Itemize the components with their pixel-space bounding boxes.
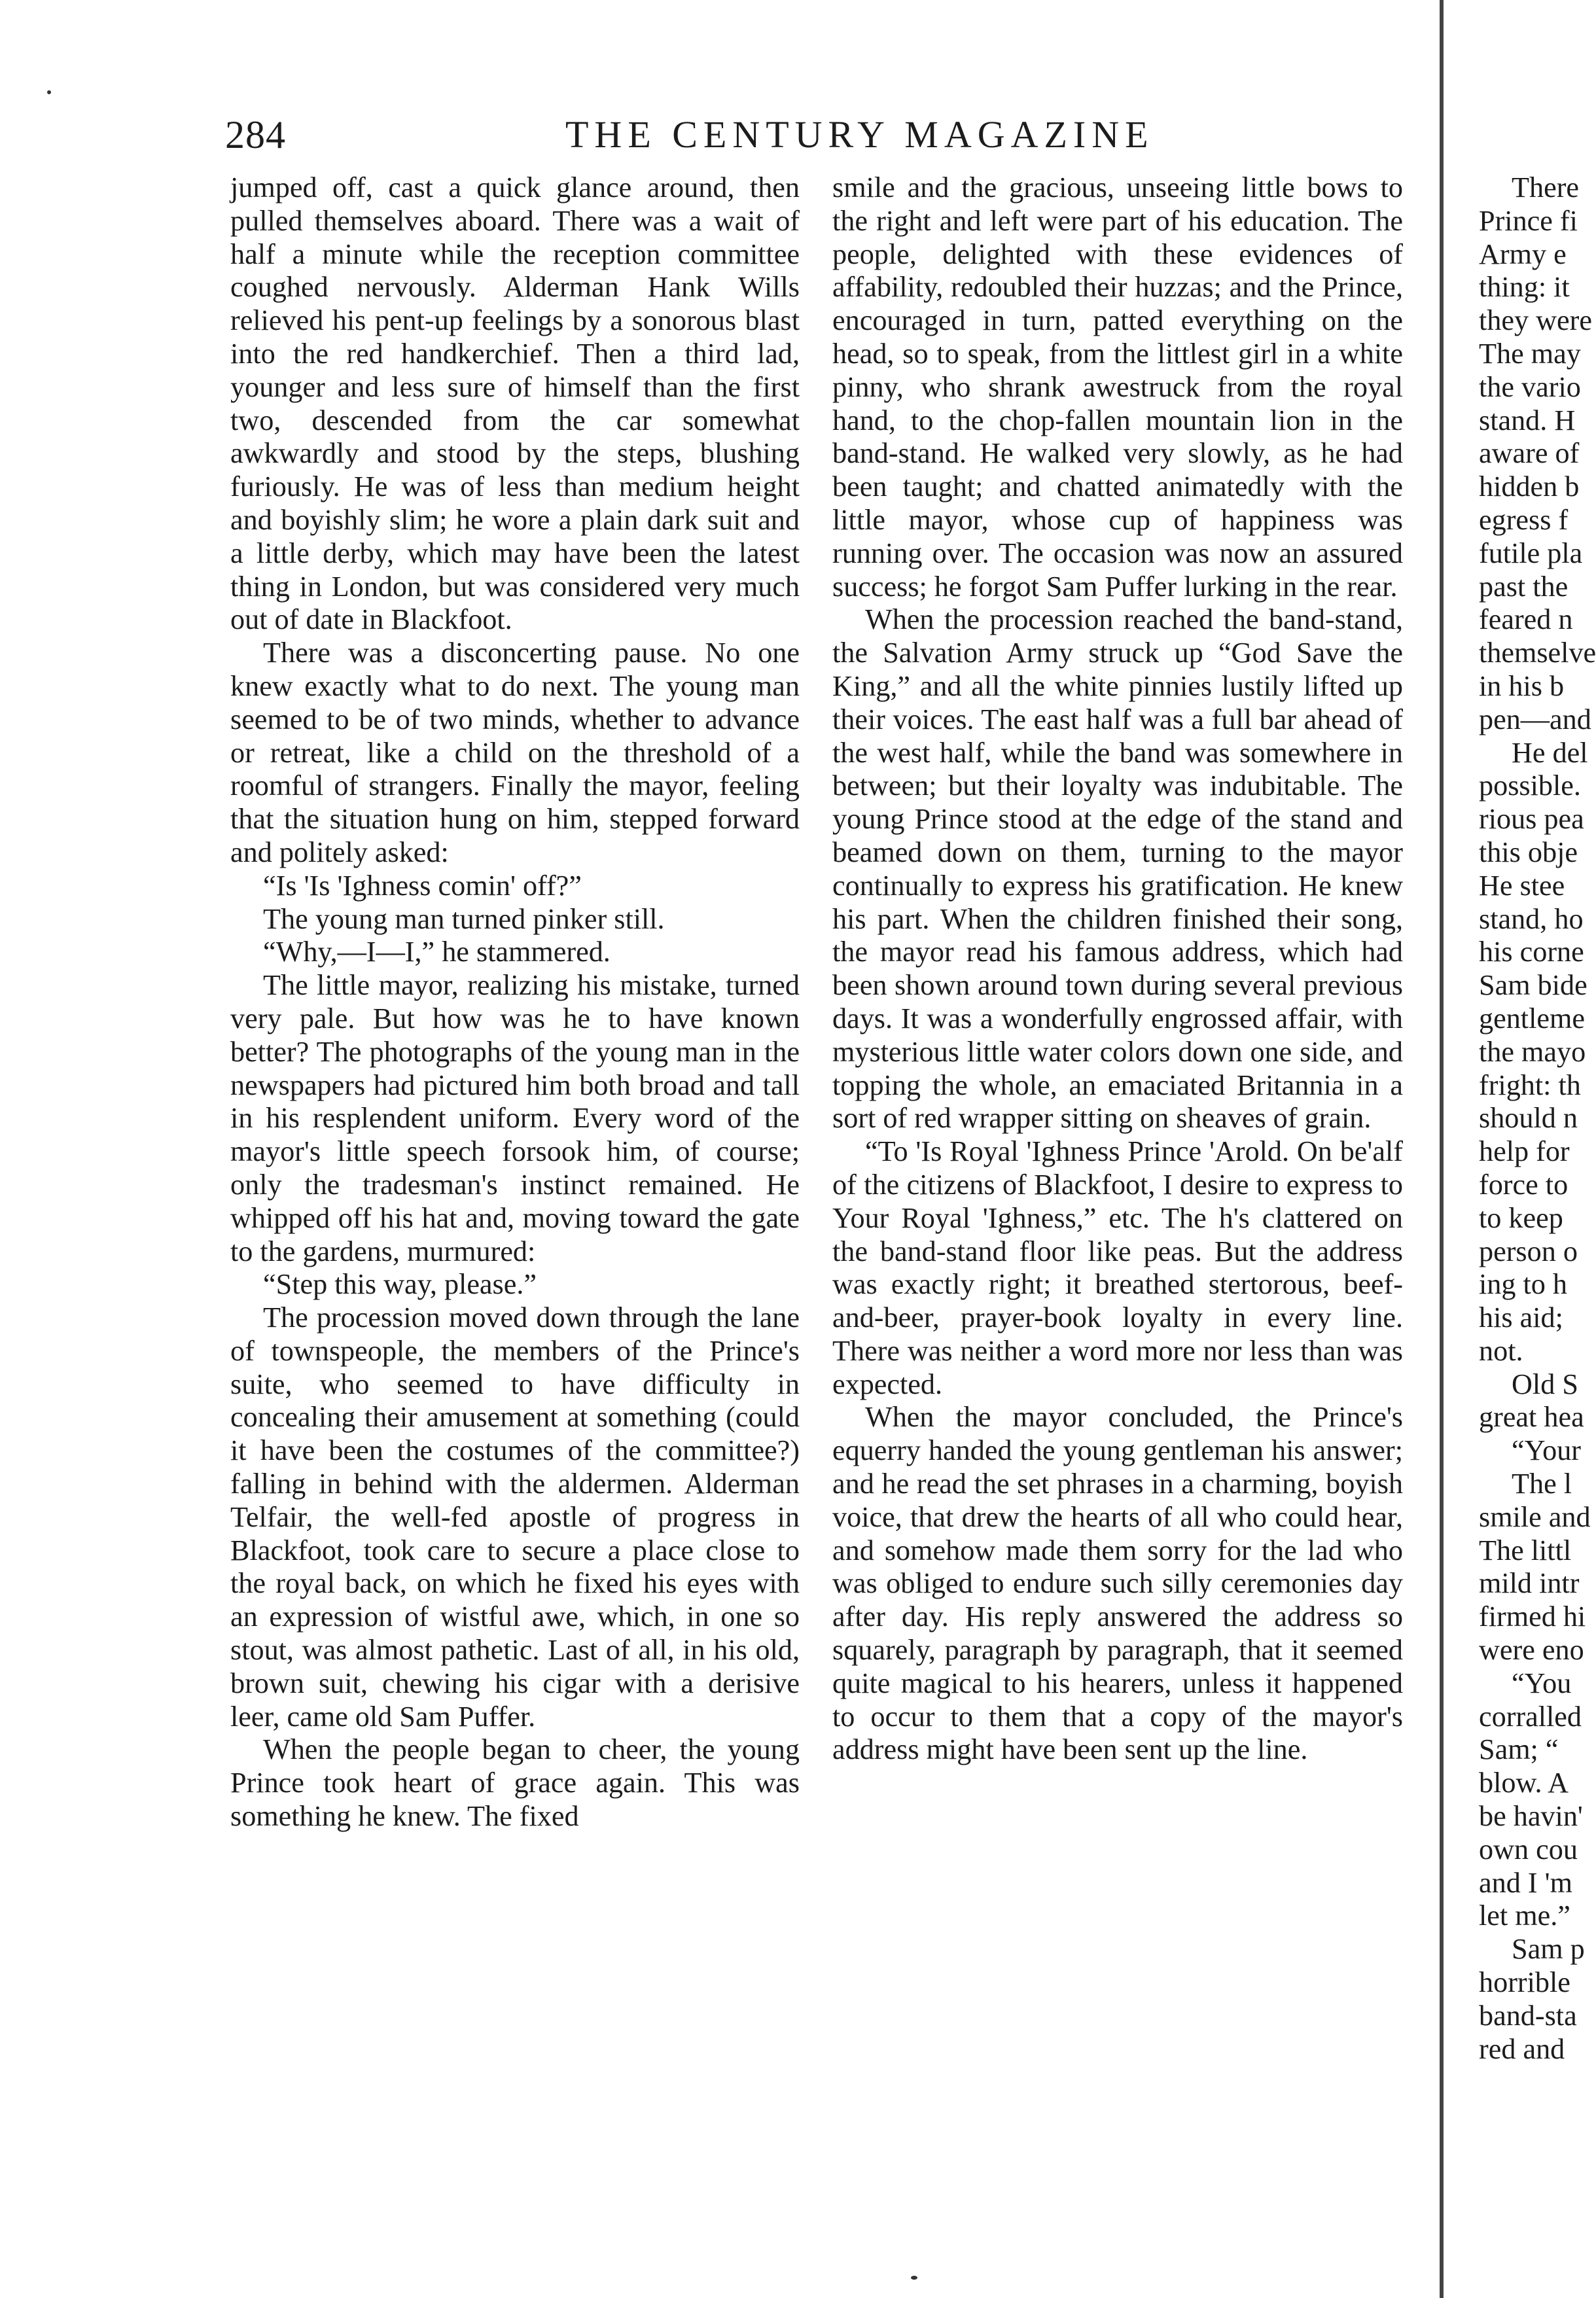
page-header <box>225 105 1468 164</box>
text-fragment: were eno <box>1479 1634 1584 1667</box>
text-fragment: the mayo <box>1479 1035 1586 1068</box>
text-fragment: person o <box>1479 1235 1578 1267</box>
print-speck <box>911 2276 917 2280</box>
text-fragment: feared n <box>1479 603 1573 636</box>
print-speck <box>47 90 51 94</box>
text-fragment: egress f <box>1479 503 1569 536</box>
text-fragment: Old S <box>1512 1368 1578 1400</box>
text-fragment: futile pla <box>1479 537 1583 569</box>
text-fragment: Army e <box>1479 238 1567 270</box>
text-fragment: ing to h <box>1479 1268 1568 1301</box>
text-fragment: gentleme <box>1479 1002 1585 1034</box>
paragraph: The young man turned pinker still. <box>263 902 665 935</box>
paragraph: “Step this way, please.” <box>263 1268 537 1301</box>
text-fragment: Sam bide <box>1479 969 1587 1002</box>
text-fragment: firmed hi <box>1479 1600 1586 1633</box>
paragraph: “Why,—I—I,” he stammered. <box>263 936 611 968</box>
text-fragment: thing: it <box>1479 271 1570 304</box>
text-fragment: and I 'm <box>1479 1866 1572 1899</box>
text-fragment: they were <box>1479 304 1592 337</box>
text-fragment: stand. H <box>1479 404 1576 436</box>
text-column-left <box>230 171 800 1833</box>
paragraph: jumped off, cast a quick glance around, then pulled themselves aboard. There was a wait of half a minute while the reception committee coughed nervously. Alderman Hank Wills relieved his pent-up feelings by a sonorous blast into the red handkerchief. Then a third lad, younger and less sure of himself than the first two, descended from the car somewhat awkwardly and stood by the steps, blushing furiously. He was of less than medium height and boyishly slim; he wore a plain dark suit and a little derby, which may have been the latest thing in London, but was considered very much out of date in Blackfoot. <box>230 171 800 636</box>
paragraph: When the procession reached the band-stand, the Salvation Army struck up “God Save the King,” and all the white pinnies lustily lifted up their voices. The east half was a full bar ahead of the west half, while the band was somewhere in between; but their loyalty was indubitable. The young Prince stood at the edge of the stand and beamed down on them, turning to the mayor continually to express his gratification. He knew his part. When the children finished their song, the mayor read his famous address, which had been shown around town during several previous days. It was a wonderfully engrossed affair, with mysterious little water colors down one side, and topping the whole, an emaciated Britannia in a sort of red wrapper sitting on sheaves of grain. <box>832 603 1403 1135</box>
text-fragment: mild intr <box>1479 1567 1580 1600</box>
text-fragment: smile and <box>1479 1500 1591 1533</box>
text-fragment: The may <box>1479 337 1581 370</box>
text-fragment: Prince fi <box>1479 204 1578 237</box>
text-fragment: The littl <box>1479 1534 1572 1566</box>
text-column-middle <box>832 171 1403 1767</box>
text-fragment: The l <box>1512 1468 1572 1500</box>
paragraph: When the people began to cheer, the young Prince took heart of grace again. This was something he knew. The fixed <box>230 1733 800 1833</box>
text-fragment: force to <box>1479 1168 1569 1201</box>
text-fragment: should n <box>1479 1102 1578 1135</box>
text-fragment: blow. A <box>1479 1767 1569 1799</box>
paragraph: The procession moved down through the lane of townspeople, the members of the Prince's suite, who seemed to have difficulty in concealing their amusement at something (could it have been the costumes of the committee?) falling in behind with the aldermen. Alderman Telfair, the well-fed apostle of progress in Blackfoot, took care to secure a place close to the royal back, on which he fixed his eyes with an expression of wistful awe, which, in one so stout, was almost pathetic. Last of all, in his old, brown suit, chewing his cigar with a derisive leer, came old Sam Puffer. <box>230 1301 800 1733</box>
binding-gutter <box>1440 0 1444 2298</box>
text-fragment: aware of <box>1479 437 1580 470</box>
text-fragment: pen—and <box>1479 703 1591 735</box>
text-fragment: Sam p <box>1512 1933 1585 1966</box>
text-fragment: horrible <box>1479 1966 1570 1999</box>
text-fragment: There <box>1512 171 1580 203</box>
text-fragment: stand, ho <box>1479 902 1584 935</box>
text-fragment: fright: th <box>1479 1069 1581 1101</box>
text-fragment: possible. <box>1479 769 1581 802</box>
text-fragment: be havin' <box>1479 1800 1583 1833</box>
text-fragment: not. <box>1479 1334 1523 1367</box>
text-column-right-cut-off <box>1446 171 1596 2134</box>
paragraph: smile and the gracious, unseeing little bows to the right and left were part of his education. The people, delighted with these evidences of affability, redoubled their huzzas; and the Prince, encouraged in turn, patted everything on the head, so to speak, from the littlest girl in a white pinny, who shrank awestruck from the royal hand, to the chop-fallen mountain lion in the band-stand. He walked very slowly, as he had been taught; and chatted animatedly with the little mayor, whose cup of happiness was running over. The occasion was now an assured success; he forgot Sam Puffer lurking in the rear. <box>832 171 1403 603</box>
text-fragment: corralled <box>1479 1700 1582 1733</box>
text-fragment: the vario <box>1479 370 1581 403</box>
text-fragment: band-sta <box>1479 1999 1577 2032</box>
running-title: THE CENTURY MAGAZINE <box>565 113 1154 156</box>
text-fragment: his aid; <box>1479 1301 1563 1334</box>
text-fragment: help for <box>1479 1135 1570 1168</box>
text-fragment: let me.” <box>1479 1900 1570 1932</box>
text-fragment: past the <box>1479 570 1569 603</box>
paragraph: There was a disconcerting pause. No one knew exactly what to do next. The young man seemed to be of two minds, whether to advance or retreat, like a child on the threshold of a roomful of strangers. Finally the mayor, feeling that the situation hung on him, stepped forward and politely asked: <box>230 637 800 868</box>
text-fragment: He del <box>1512 736 1588 769</box>
paragraph: “Is 'Is 'Ighness comin' off?” <box>263 869 582 902</box>
text-fragment: this obje <box>1479 836 1578 868</box>
text-fragment: “Your <box>1512 1434 1582 1467</box>
text-fragment: hidden b <box>1479 470 1580 503</box>
paragraph: When the mayor concluded, the Prince's equerry handed the young gentleman his answer; and he read the set phrases in a charming, boyish voice, that drew the hearts of all who could hear, and somehow made them sorry for the lad who was obliged to endure such silly ceremonies day after day. His reply answered the address so squarely, paragraph by paragraph, that it seemed quite magical to his hearers, unless it happened to occur to them that a copy of the mayor's address might have been sent up the line. <box>832 1401 1403 1766</box>
page-number: 284 <box>225 113 286 156</box>
text-fragment: great hea <box>1479 1401 1584 1434</box>
text-fragment: rious pea <box>1479 803 1584 836</box>
text-fragment: red and <box>1479 2032 1565 2065</box>
paragraph: The little mayor, realizing his mistake, turned very pale. But how was he to have known better? The photographs of the young man in the newspapers had pictured him both broad and tall in his resplendent uniform. Every word of the mayor's little speech forsook him, of course; only the tradesman's instinct remained. He whipped off his hat and, moving toward the gate to the gardens, murmured: <box>230 969 800 1267</box>
text-fragment: to keep <box>1479 1201 1563 1234</box>
paragraph: “To 'Is Royal 'Ighness Prince 'Arold. On be'alf of the citizens of Blackfoot, I desire to express to Your Royal 'Ighness,” etc. The h's clattered on the band-stand floor like peas. But the address was exactly right; it breathed stertorous, beef-and-beer, prayer-book loyalty in every line. There was neither a word more nor less than was expected. <box>832 1135 1403 1400</box>
text-fragment: own cou <box>1479 1833 1578 1865</box>
text-fragment: Sam; “ <box>1479 1733 1559 1766</box>
text-fragment: in his b <box>1479 669 1565 702</box>
text-fragment: themselve <box>1479 637 1596 669</box>
text-fragment: He stee <box>1479 869 1565 902</box>
text-fragment: his corne <box>1479 936 1584 968</box>
text-fragment: “You <box>1512 1667 1572 1699</box>
